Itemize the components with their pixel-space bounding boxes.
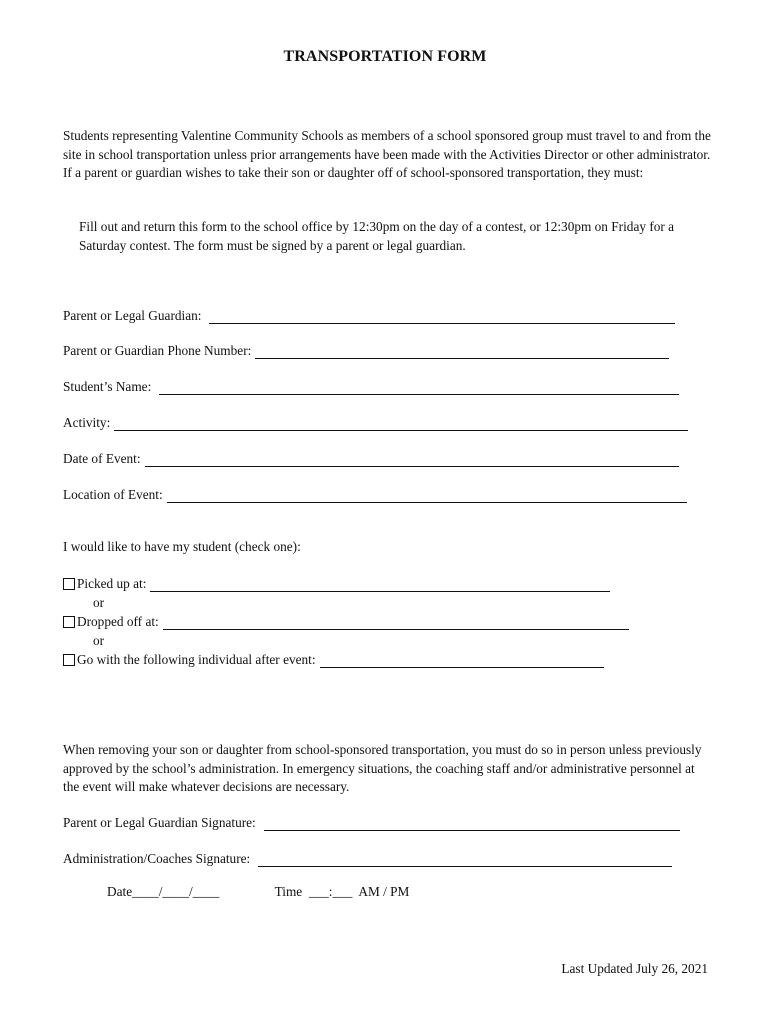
intro-paragraph: Students representing Valentine Community Schools as members of a school sponsored group must travel to and from the site in school transportation unless prior arrangements have been made with the Activities Director or other administrator. If a parent or guardian wishes to take their son or daughter off of school-sponsored transportation, they must: bbox=[63, 128, 711, 180]
admin-signature-label: Administration/Coaches Signature: bbox=[63, 851, 251, 866]
date-time-row bbox=[107, 884, 409, 900]
options-prompt: I would like to have my student (check one): bbox=[63, 539, 301, 554]
guardian-signature-row bbox=[63, 813, 680, 831]
picked-up-label: Picked up at: bbox=[77, 576, 147, 591]
admin-signature-line[interactable] bbox=[258, 854, 672, 867]
location-label: Location of Event: bbox=[63, 487, 163, 502]
guardian-field-row bbox=[63, 306, 675, 324]
picked-up-input-line[interactable] bbox=[150, 579, 610, 592]
guardian-input-line[interactable] bbox=[209, 311, 675, 324]
activity-input-line[interactable] bbox=[114, 418, 688, 431]
dropped-off-input-line[interactable] bbox=[163, 617, 629, 630]
location-input-line[interactable] bbox=[167, 490, 687, 503]
go-with-checkbox[interactable] bbox=[63, 654, 75, 666]
or-text: or bbox=[93, 595, 105, 610]
guardian-signature-label: Parent or Legal Guardian Signature: bbox=[63, 815, 256, 830]
dropped-off-label: Dropped off at: bbox=[77, 614, 159, 629]
date-input-line[interactable] bbox=[145, 454, 679, 467]
signature-time[interactable]: Time ___:___ AM / PM bbox=[274, 884, 410, 899]
instruction-paragraph: Fill out and return this form to the school office by 12:30pm on the day of a contest, or 12:30pm on Friday for a Saturday contest. The form must be signed by a parent or legal guardian. bbox=[79, 219, 675, 253]
activity-field-row bbox=[63, 413, 688, 431]
last-updated: Last Updated July 26, 2021 bbox=[561, 961, 708, 976]
guardian-label: Parent or Legal Guardian: bbox=[63, 308, 202, 323]
phone-field-row bbox=[63, 341, 669, 359]
student-field-row bbox=[63, 377, 679, 395]
go-with-input-line[interactable] bbox=[320, 655, 604, 668]
activity-label: Activity: bbox=[63, 415, 111, 430]
date-label: Date of Event: bbox=[63, 451, 141, 466]
form-title: TRANSPORTATION FORM bbox=[283, 48, 487, 65]
student-label: Student’s Name: bbox=[63, 379, 152, 394]
guardian-signature-line[interactable] bbox=[264, 818, 680, 831]
picked-up-checkbox[interactable] bbox=[63, 578, 75, 590]
dropped-off-checkbox[interactable] bbox=[63, 616, 75, 628]
admin-signature-row bbox=[63, 849, 672, 867]
notice-paragraph: When removing your son or daughter from school-sponsored transportation, you must do so in person unless previously approved by the school’s administration. In emergency situations, the coaching staff and/or administrative personnel at the event will make whatever decisions are necessary. bbox=[63, 742, 702, 794]
phone-label: Parent or Guardian Phone Number: bbox=[63, 343, 252, 358]
date-field-row bbox=[63, 449, 679, 467]
dropped-off-row bbox=[63, 612, 629, 630]
go-with-label: Go with the following individual after event: bbox=[77, 652, 316, 667]
or-text: or bbox=[93, 633, 105, 648]
phone-input-line[interactable] bbox=[255, 346, 669, 359]
location-field-row bbox=[63, 485, 687, 503]
student-input-line[interactable] bbox=[159, 382, 679, 395]
signature-date[interactable]: Date____/____/____ bbox=[107, 884, 220, 899]
picked-up-row bbox=[63, 574, 610, 592]
go-with-row bbox=[63, 650, 604, 668]
